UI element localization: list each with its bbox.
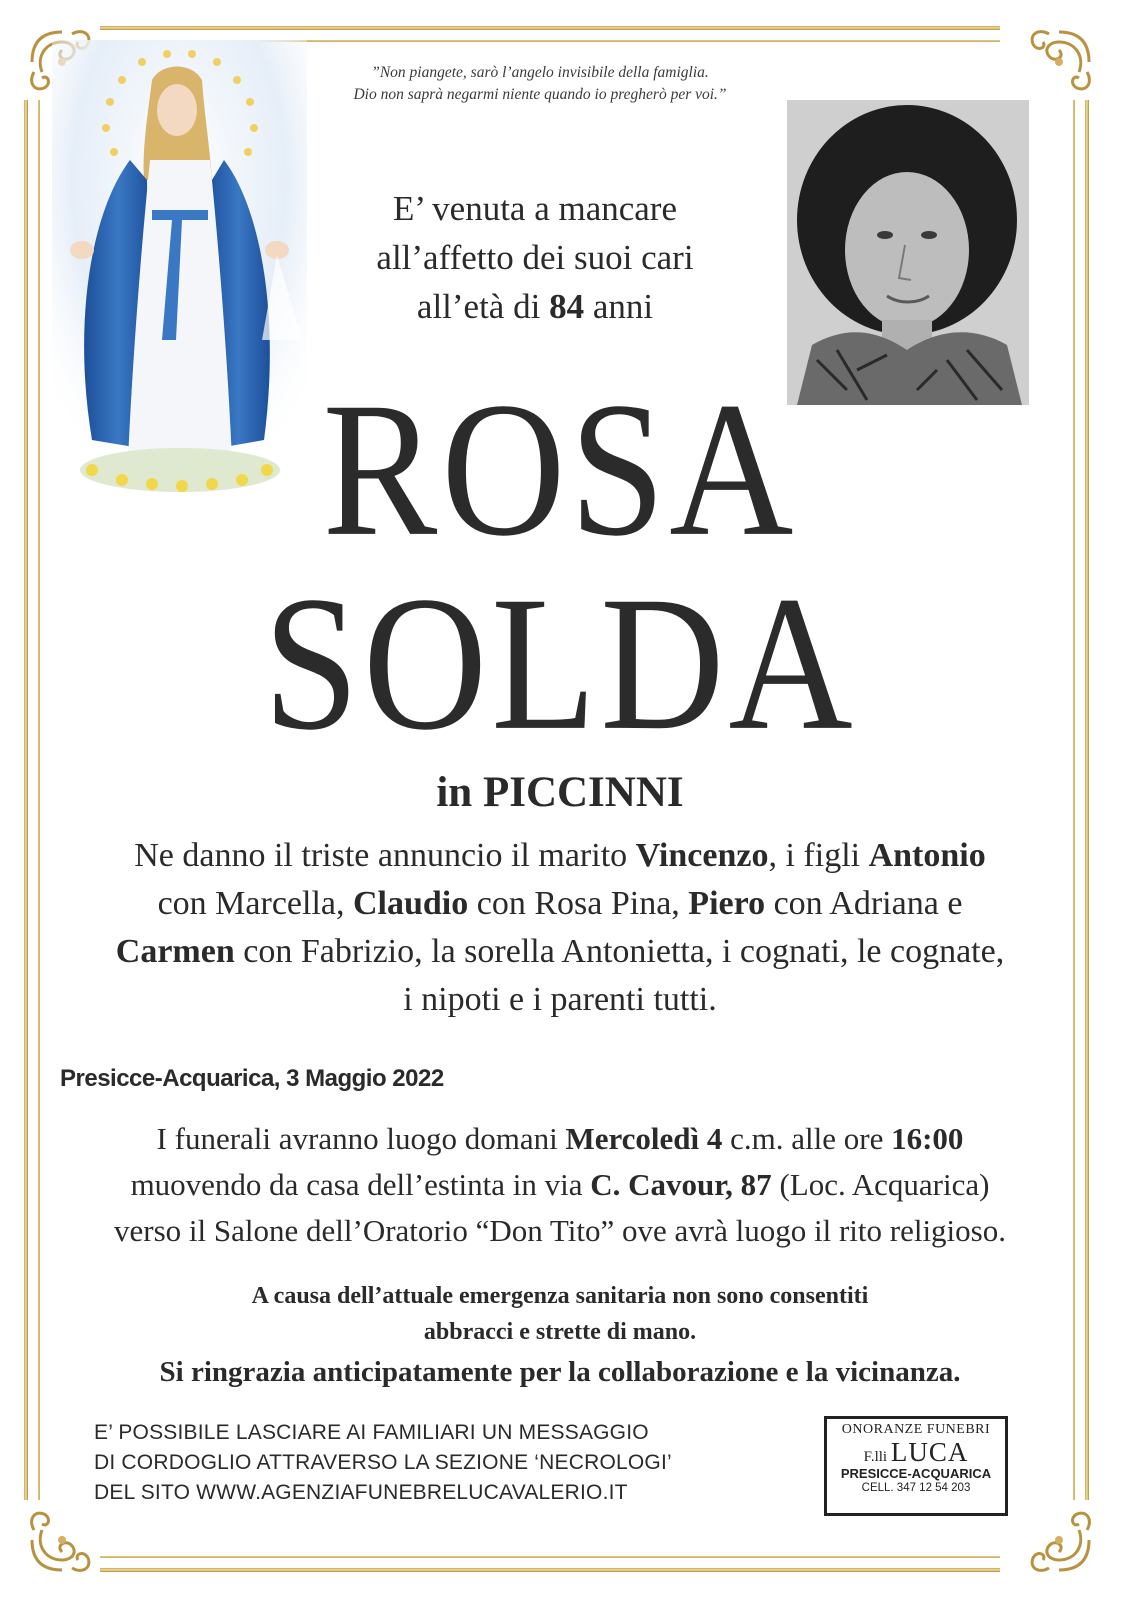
funeral-details	[40, 1116, 1080, 1254]
funeral-line-2	[40, 1162, 1080, 1208]
covid-note	[140, 1278, 980, 1350]
intro-age-prefix: all’età di	[416, 287, 550, 326]
intro-line-2: all’affetto dei suoi cari	[376, 238, 694, 277]
agency-prefix: F.lli	[863, 1449, 891, 1465]
quote-line-2: Dio non saprà negarmi niente quando io pregherò per voi.”	[353, 86, 727, 103]
announcement-text: Ne danno il triste annuncio il marito	[134, 837, 636, 874]
daughter-name: Carmen	[115, 933, 235, 970]
announcement	[40, 832, 1080, 1024]
place-date: Presicce-Acquarica, 3 Maggio 2022	[60, 1065, 444, 1092]
announcement-line-3	[40, 928, 1080, 976]
intro-line-1: E’ venuta a mancare	[392, 189, 678, 228]
portrait-photo	[787, 100, 1029, 405]
announcement-line-1	[40, 832, 1080, 880]
condolence-line-3: DEL SITO WWW.AGENZIAFUNEBRELUCAVALERIO.IT	[94, 1481, 628, 1504]
condolence-line-2: DI CORDOGLIO ATTRAVERSO LA SEZIONE ‘NECROLOGI’	[94, 1451, 672, 1474]
married-name: in PICCINNI	[436, 769, 684, 816]
funeral-text: c.m. alle ore	[722, 1121, 892, 1156]
covid-line-1: A causa dell’attuale emergenza sanitaria non sono consentiti	[251, 1283, 869, 1309]
quote-line-1: ”Non piangete, sarò l’angelo invisibile della famiglia.	[371, 64, 709, 81]
corner-ornament-icon	[1019, 1500, 1099, 1580]
son-name: Piero	[688, 885, 766, 922]
funeral-text: I funerali avranno luogo domani	[156, 1121, 566, 1156]
husband-name: Vincenzo	[635, 837, 769, 874]
first-name: ROSA	[322, 363, 798, 577]
son-name: Claudio	[352, 885, 469, 922]
announcement-text: con Adriana e	[765, 885, 963, 922]
intro-text	[330, 184, 740, 331]
frame-right-line-inner	[1073, 100, 1075, 1500]
agency-line-1: ONORANZE FUNEBRI	[841, 1422, 991, 1437]
agency-phone: CELL. 347 12 54 203	[861, 1482, 971, 1494]
funeral-text: muovendo da casa dell’estinta in via	[130, 1167, 591, 1202]
frame-bottom-line	[100, 1568, 1000, 1572]
son-name: Antonio	[868, 837, 986, 874]
intro-line-3	[330, 282, 740, 331]
frame-right-line	[1085, 100, 1089, 1500]
intro-age-suffix: anni	[584, 287, 654, 326]
thanks-line: Si ringrazia anticipatamente per la collaborazione e la vicinanza.	[159, 1356, 961, 1388]
announcement-text: con Rosa Pina,	[468, 885, 689, 922]
announcement-text: con Marcella,	[157, 885, 353, 922]
funeral-time: 16:00	[891, 1121, 964, 1156]
announcement-line-2	[40, 880, 1080, 928]
agency-name: LUCA	[890, 1437, 969, 1467]
agency-logo	[824, 1416, 1008, 1516]
condolence-message	[94, 1418, 714, 1508]
funeral-line-1	[40, 1116, 1080, 1162]
covid-line-2: abbracci e strette di mano.	[423, 1319, 697, 1345]
frame-top-line	[100, 26, 1000, 30]
announcement-text: con Fabrizio, la sorella Antonietta, i cognati, le cognate,	[234, 933, 1005, 970]
agency-name-line	[827, 1437, 1005, 1468]
condolence-line-1: E’ POSSIBILE LASCIARE AI FAMILIARI UN MESSAGGIO	[94, 1421, 649, 1444]
announcement-text: , i figli	[768, 837, 869, 874]
last-name: SOLDA	[263, 557, 857, 771]
agency-location: PRESICCE-ACQUARICA	[840, 1466, 992, 1481]
funeral-address: C. Cavour, 87	[590, 1167, 772, 1202]
quote	[300, 62, 780, 106]
frame-left-line-inner	[38, 100, 40, 1500]
corner-ornament-icon	[1019, 22, 1099, 102]
frame-bottom-line-inner	[100, 1556, 1000, 1558]
corner-ornament-icon	[22, 1500, 102, 1580]
funeral-day: Mercoledì 4	[565, 1121, 723, 1156]
funeral-text: (Loc. Acquarica)	[771, 1167, 990, 1202]
funeral-line-3: verso il Salone dell’Oratorio “Don Tito” ove avrà luogo il rito religioso.	[114, 1213, 1006, 1248]
frame-left-line	[24, 100, 28, 1500]
age-value: 84	[549, 287, 585, 326]
announcement-line-4: i nipoti e i parenti tutti.	[403, 981, 717, 1018]
